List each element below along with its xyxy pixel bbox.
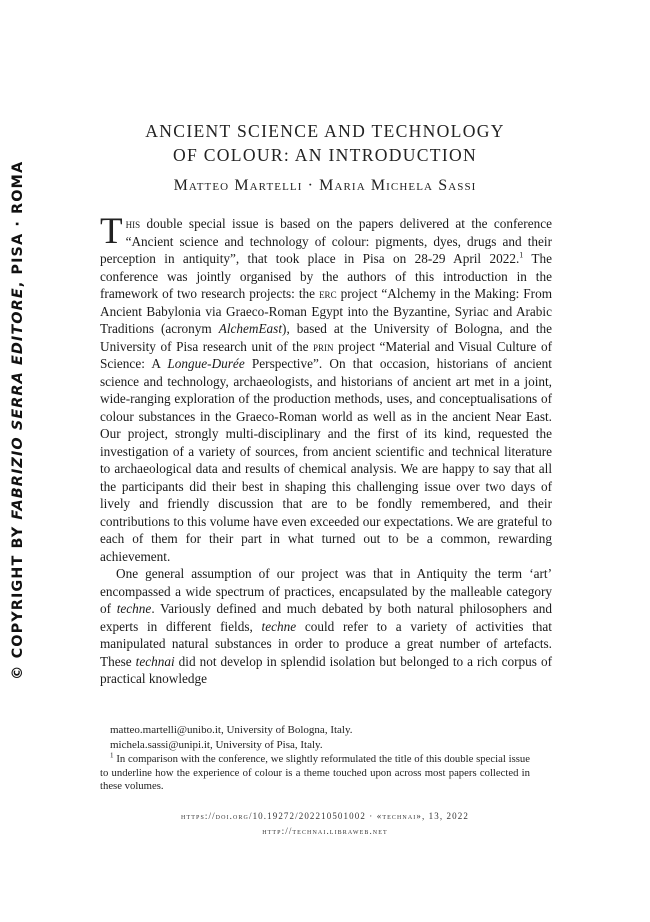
- copyright-suffix: , PISA · ROMA: [10, 160, 26, 288]
- article-title-line-1: ANCIENT SCIENCE AND TECHNOLOGY: [145, 121, 505, 141]
- p1-text-4: ), based at the University of Bologna, and the University of Pisa research unit of the: [100, 321, 553, 354]
- p1-text-5: project “Material and Visual Culture of Science: A: [100, 338, 552, 371]
- footnote-1: [100, 753, 530, 794]
- footnote-text: In comparison with the conference, we slightly reformulated the title of this double special issue to underline how the experience of colour is a theme touched upon across most papers collected in these volumes.: [100, 753, 531, 793]
- footnote-mark: 1: [110, 751, 114, 760]
- project-acronym: AlchemEast: [218, 321, 283, 336]
- p1-text-2: The conference was jointly organised by the authors of this introduction in the framework of two research projects: the: [100, 251, 552, 301]
- p2-text-1: One general assumption of our project was that in Antiquity the term ‘art’ encompassed a wide spectrum of practices, encapsulated by the malleable category of: [100, 566, 552, 616]
- prin-acronym: prin: [313, 338, 334, 354]
- term-technai: technai: [135, 653, 175, 669]
- p2-text-4: did not develop in splendid isolation but belonged to a rich corpus of practical knowledge: [100, 653, 552, 686]
- copyright-prefix: © COPYRIGHT BY: [10, 519, 26, 680]
- first-word: his: [125, 216, 141, 231]
- longue-duree: Longue-Durée: [167, 356, 245, 371]
- copyright-watermark: [10, 160, 26, 680]
- p2-text-2: . Variously defined and much debated by both natural philosophers and experts in different fields,: [100, 601, 552, 634]
- p2-text-3: could refer to a variety of activities that manipulated natural substances in order to produce a great number of artefacts. These: [100, 618, 552, 669]
- p1-text-3: project “Alchemy in the Making: From Ancient Babylonia via Graeco-Roman Egypt into the Byzantine, Syriac and Arabic Traditions (acronym: [100, 286, 552, 336]
- term-techne: techne: [116, 601, 152, 616]
- drop-cap: T: [100, 211, 123, 252]
- paragraph-1: [100, 211, 553, 565]
- contact-line: michela.sassi@unipi.it, University of Pisa, Italy.: [110, 739, 323, 751]
- paragraph-2: [100, 565, 552, 688]
- term-techne: techne: [261, 618, 297, 634]
- p1-text-6: Perspective”. On that occasion, historians of ancient science and technology, archaeologists, and historians of ancient art met in a joint, wide-ranging exploration of the production methods, uses, and conceptualisations of colour substances in the Graeco-Roman world as well as in the ancient Near East. Our project, strongly multi-disciplinary and the first of its kind, requested the investigation of a variety of sources, from ancient scientific and technical literature to archaeological data and results of chemical analysis. We are happy to say that all the participants did their best in shaping this challenging issue over two days of lively and friendly discussion that are to be fondly remembered, and their contributions to this volume have even exceeded our expectations. We are grateful to each of them for their part in what turned out to be a common, rewarding achievement.: [100, 356, 552, 564]
- article-title-line-2: OF COLOUR: AN INTRODUCTION: [172, 145, 478, 165]
- copyright-publisher: FABRIZIO SERRA EDITORE: [10, 287, 26, 520]
- p1-text-1: double special issue is based on the papers delivered at the conference “Ancient science and technology of colour: pigments, dyes, drugs and their perception in antiquity”, that took place in Pisa on 28-29 April 2022.: [100, 216, 552, 266]
- footnote-ref-1: 1: [519, 250, 524, 260]
- article-body: [100, 211, 553, 688]
- article-authors: Matteo Martelli · Maria Michela Sassi: [173, 177, 477, 194]
- contact-line: matteo.martelli@unibo.it, University of Bologna, Italy.: [110, 724, 353, 736]
- doi-line: https://doi.org/10.19272/202210501002 · «technai», 13, 2022: [181, 811, 469, 821]
- author-contacts: [110, 723, 550, 753]
- erc-acronym: erc: [319, 286, 337, 301]
- website-line: http://technai.libraweb.net: [262, 826, 388, 836]
